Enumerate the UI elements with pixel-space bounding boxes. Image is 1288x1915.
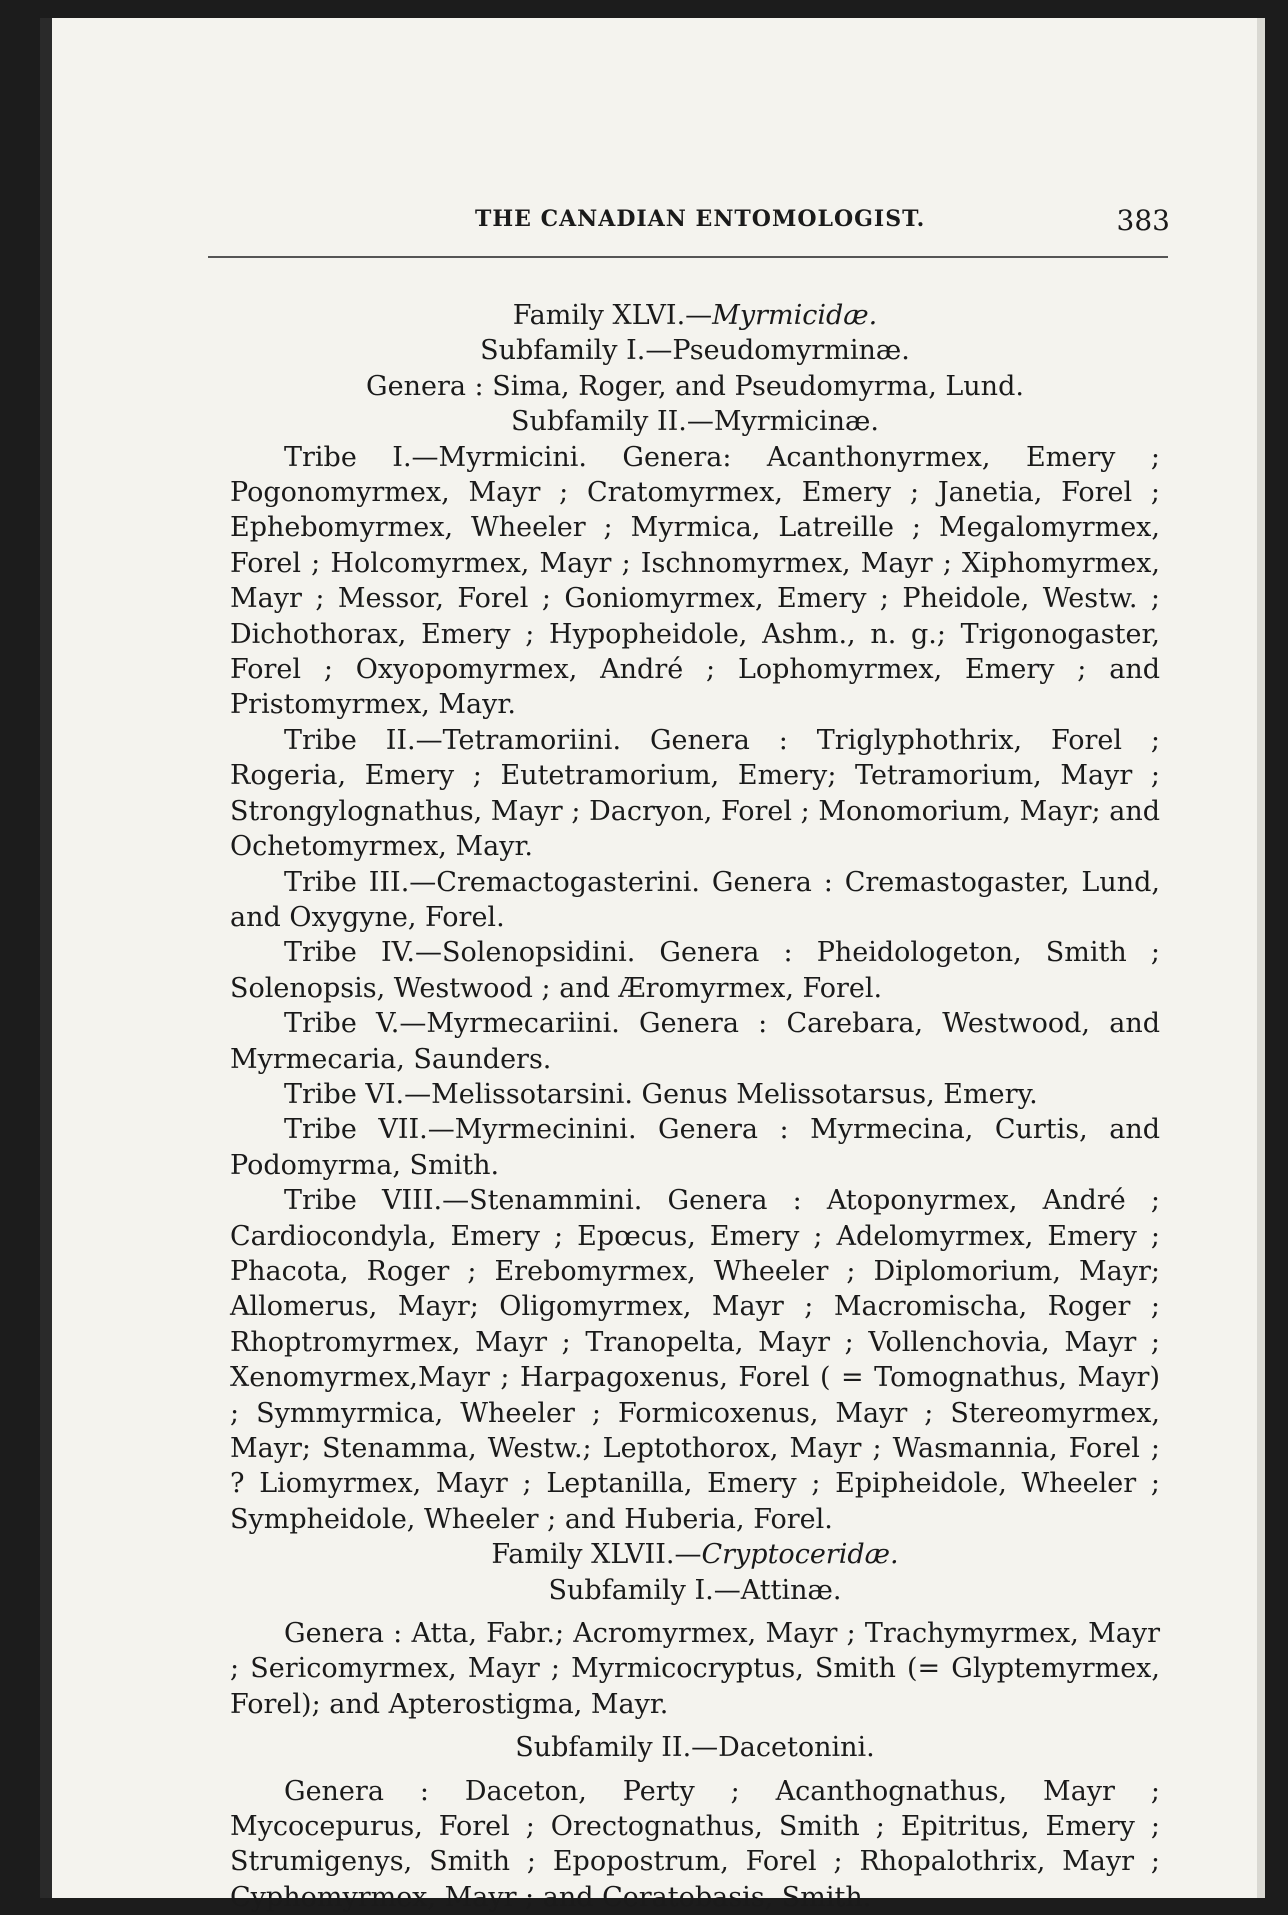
- genera-line: Genera : Sima, Roger, and Pseudomyrma, Lund.: [366, 370, 1024, 402]
- page-header: [200, 206, 1170, 246]
- family-heading: [230, 298, 1160, 333]
- tribe-paragraph: Tribe VII.—Myrmecinini. Genera : Myrmecina, Curtis, and Podomyrma, Smith.: [230, 1114, 1160, 1181]
- family-heading-prefix: Family XLVI.—: [512, 300, 713, 331]
- tribe-paragraph: Tribe VIII.—Stenammini. Genera : Atoponyrmex, André ; Cardiocondyla, Emery ; Epœcus, Emery ; Adelomyrmex, Emery ; Phacota, Roger ; Erebomyrmex, Wheeler ; Diplomorium, Mayr; Allomerus, Mayr; Oligomyrmex, Mayr ; Macromischa, Roger ; Rhoptromyrmex, Mayr ; Tranopelta, Mayr ; Vollenchovia, Mayr ; Xenomyrmex,Mayr ; Harpagoxenus, Forel ( = Tomognathus, Mayr) ; Symmyrmica, Wheeler ; Formicoxenus, Mayr ; Stereomyrmex, Mayr; Stenamma, Westw.; Leptothorox, Mayr ; Wasmannia, Forel ; ? Liomyrmex, Mayr ; Leptanilla, Emery ; Epipheidole, Wheeler ; Sympheidole, Wheeler ; and Huberia, Forel.: [230, 1185, 1160, 1535]
- subfamily-heading: Subfamily I.—Pseudomyrminæ.: [480, 335, 910, 367]
- page-number: 383: [1116, 204, 1170, 237]
- family-heading-name: Cryptoceridæ.: [701, 1539, 899, 1571]
- family-heading-name: Myrmicidæ.: [712, 300, 878, 331]
- page-binding-edge: [40, 18, 52, 1898]
- running-title: THE CANADIAN ENTOMOLOGIST.: [475, 206, 926, 232]
- book-page: [40, 18, 1265, 1913]
- genera-paragraph: Genera : Atta, Fabr.; Acromyrmex, Mayr ; Trachymyrmex, Mayr ; Sericomyrmex, Mayr ; Myrmicocryptus, Smith (= Glyptemyrmex, Forel); and Apterostigma, Mayr.: [230, 1618, 1160, 1720]
- genera-paragraph: Genera : Daceton, Perty ; Acanthognathus, Mayr ; Mycocepurus, Forel ; Orectognathus, Smith ; Epitritus, Emery ; Strumigenys, Smith ; Epopostrum, Forel ; Rhopalothrix, Mayr ; Cyphomyrmex, Mayr ; and Ceratobasis, Smith.: [230, 1775, 1160, 1913]
- family-heading-prefix: Family XLVII.—: [491, 1539, 702, 1571]
- subfamily-heading: Subfamily I.—Attinæ.: [548, 1574, 842, 1606]
- tribe-paragraph: Tribe III.—Cremactogasterini. Genera : Cremastogaster, Lund, and Oxygyne, Forel.: [230, 866, 1160, 933]
- family-heading: [230, 1537, 1160, 1572]
- page-right-edge: [1257, 18, 1265, 1898]
- tribe-paragraph: Tribe IV.—Solenopsidini. Genera : Pheidologeton, Smith ; Solenopsis, Westwood ; and Æromyrmex, Forel.: [230, 937, 1160, 1004]
- tribe-paragraph: Tribe I.—Myrmicini. Genera: Acanthonyrmex, Emery ; Pogonomyrmex, Mayr ; Cratomyrmex, Emery ; Janetia, Forel ; Ephebomyrmex, Wheeler ; Myrmica, Latreille ; Megalomyrmex, Forel ; Holcomyrmex, Mayr ; Ischnomyrmex, Mayr ; Xiphomyrmex, Mayr ; Messor, Forel ; Goniomyrmex, Emery ; Pheidole, Westw. ; Dichothorax, Emery ; Hypopheidole, Ashm., n. g.; Trigonogaster, Forel ; Oxyopomyrmex, André ; Lophomyrmex, Emery ; and Pristomyrmex, Mayr.: [230, 441, 1160, 721]
- tribe-paragraph: Tribe VI.—Melissotarsini. Genus Melissotarsus, Emery.: [284, 1078, 1038, 1110]
- subfamily-heading: Subfamily II.—Myrmicinæ.: [510, 406, 880, 438]
- tribe-paragraph: Tribe V.—Myrmecariini. Genera : Carebara, Westwood, and Myrmecaria, Saunders.: [230, 1008, 1160, 1075]
- header-divider: [208, 256, 1168, 258]
- tribe-paragraph: Tribe II.—Tetramoriini. Genera : Triglyphothrix, Forel ; Rogeria, Emery ; Eutetramorium, Emery; Tetramorium, Mayr ; Strongylognathus, Mayr ; Dacryon, Forel ; Monomorium, Mayr; and Ochetomyrmex, Mayr.: [230, 724, 1160, 863]
- page-body: [230, 298, 1160, 1915]
- subfamily-heading: Subfamily II.—Dacetonini.: [515, 1732, 875, 1764]
